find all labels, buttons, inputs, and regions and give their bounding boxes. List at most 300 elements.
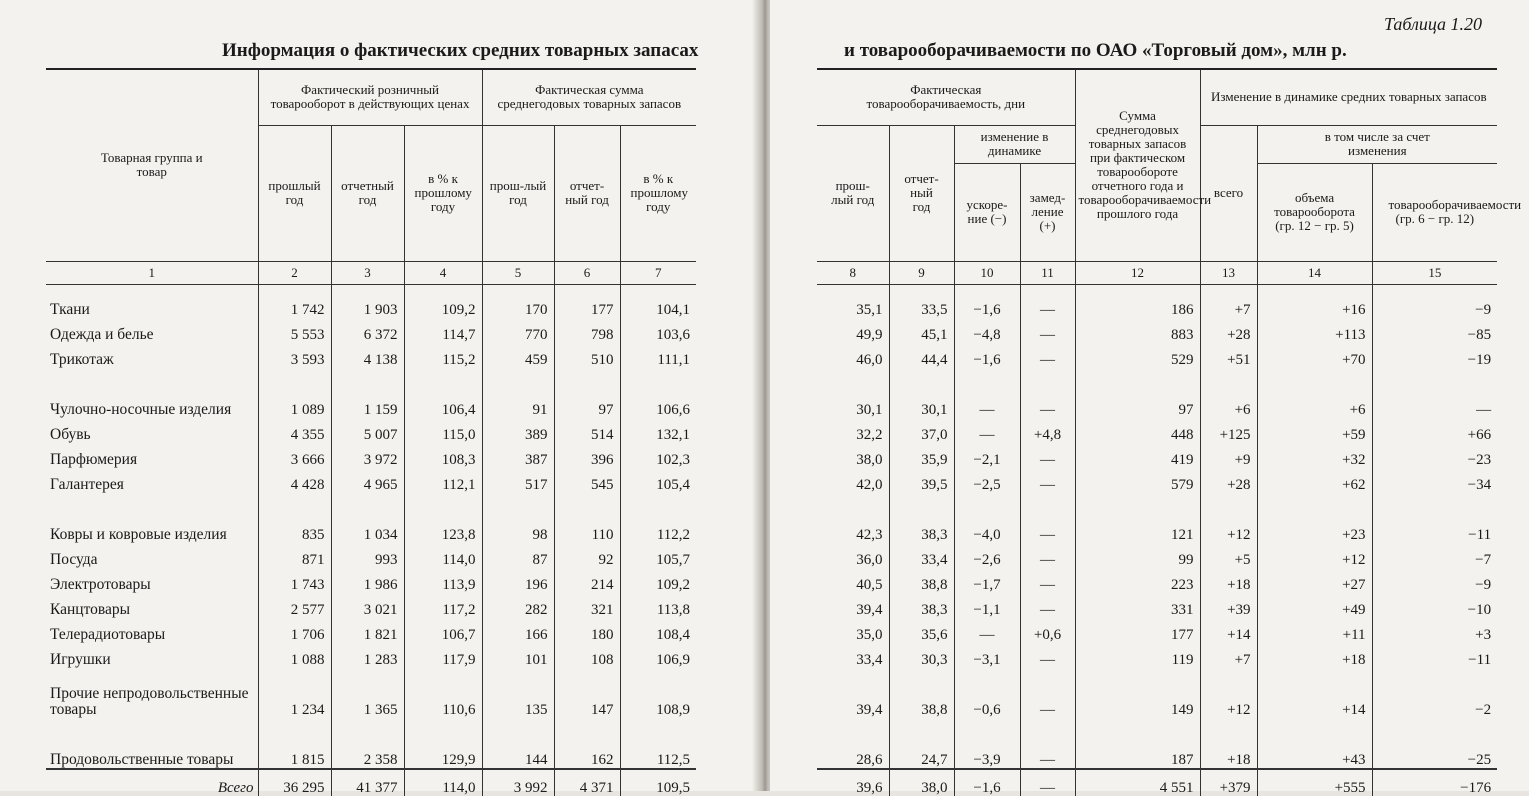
cell-col-6: 92 bbox=[554, 543, 620, 568]
cell-col-4: 110,6 bbox=[404, 668, 482, 718]
table-row bbox=[817, 318, 1497, 343]
cell-col-6: 108 bbox=[554, 643, 620, 668]
cell-col-4: 113,9 bbox=[404, 568, 482, 593]
table-row bbox=[46, 643, 696, 668]
cell-col-11: — bbox=[1020, 718, 1075, 769]
cell-col-10: −2,5 bbox=[954, 468, 1020, 493]
cell-col-4: 106,7 bbox=[404, 618, 482, 643]
right-page bbox=[770, 0, 1529, 796]
cell-col-14: +16 bbox=[1257, 284, 1372, 318]
cell-col-8: 46,0 bbox=[817, 343, 889, 368]
cell-col-13: +28 bbox=[1200, 468, 1257, 493]
cell-col-8: 49,9 bbox=[817, 318, 889, 343]
cell-col-15: −19 bbox=[1372, 343, 1497, 368]
cell-col-15: −11 bbox=[1372, 643, 1497, 668]
cell-col-6: 162 bbox=[554, 718, 620, 769]
cell-col-15: −11 bbox=[1372, 493, 1497, 543]
header-by-volume: объема товарооборота (гр. 12 − гр. 5) bbox=[1257, 163, 1372, 261]
header-stock-sum: Сумма среднегодовых товарных запасов при фактическом товарообороте отчетного года и товарооборачиваемости прошлого года bbox=[1075, 69, 1200, 261]
cell-col-10: — bbox=[954, 618, 1020, 643]
cell-col-8: 32,2 bbox=[817, 418, 889, 443]
cell-col-10: −2,1 bbox=[954, 443, 1020, 468]
cell-col-4: 114,0 bbox=[404, 769, 482, 796]
total-label: Всего bbox=[46, 769, 258, 796]
cell-col-3: 4 138 bbox=[331, 343, 404, 368]
cell-col-6: 510 bbox=[554, 343, 620, 368]
header-change-dynamics: изменение в динамике bbox=[954, 125, 1075, 163]
cell-col-8: 38,0 bbox=[817, 443, 889, 468]
header-prev-year-stocks: прош-лый год bbox=[482, 125, 554, 261]
cell-col-7: 113,8 bbox=[620, 593, 696, 618]
cell-col-10: −1,6 bbox=[954, 769, 1020, 796]
header-prev-year-turnover: прошлый год bbox=[258, 125, 331, 261]
column-number: 3 bbox=[331, 261, 404, 284]
cell-col-10: — bbox=[954, 368, 1020, 418]
cell-col-14: +113 bbox=[1257, 318, 1372, 343]
cell-col-12: 177 bbox=[1075, 618, 1200, 643]
header-pct-turnover: в % к прошлому году bbox=[404, 125, 482, 261]
cell-col-14: +6 bbox=[1257, 368, 1372, 418]
cell-col-15: +66 bbox=[1372, 418, 1497, 443]
cell-col-6: 180 bbox=[554, 618, 620, 643]
cell-col-9: 30,1 bbox=[889, 368, 954, 418]
row-name: Одежда и белье bbox=[46, 318, 258, 343]
cell-col-4: 117,2 bbox=[404, 593, 482, 618]
cell-col-11: — bbox=[1020, 543, 1075, 568]
cell-col-4: 112,1 bbox=[404, 468, 482, 493]
cell-col-5: 98 bbox=[482, 493, 554, 543]
header-prev-year-rate: прош-лый год bbox=[817, 125, 889, 261]
cell-col-13: +39 bbox=[1200, 593, 1257, 618]
cell-col-6: 514 bbox=[554, 418, 620, 443]
cell-col-2: 1 088 bbox=[258, 643, 331, 668]
cell-col-7: 109,2 bbox=[620, 568, 696, 593]
table-row bbox=[46, 568, 696, 593]
table-row bbox=[817, 668, 1497, 718]
cell-col-12: 579 bbox=[1075, 468, 1200, 493]
cell-col-3: 1 283 bbox=[331, 643, 404, 668]
cell-col-9: 38,3 bbox=[889, 593, 954, 618]
cell-col-6: 97 bbox=[554, 368, 620, 418]
row-name: Игрушки bbox=[46, 643, 258, 668]
cell-col-11: — bbox=[1020, 368, 1075, 418]
table-row bbox=[46, 368, 696, 418]
header-group: Товарная группа и товар bbox=[46, 69, 258, 261]
cell-col-4: 114,7 bbox=[404, 318, 482, 343]
cell-col-14: +43 bbox=[1257, 718, 1372, 769]
cell-col-11: — bbox=[1020, 593, 1075, 618]
cell-col-10: −3,1 bbox=[954, 643, 1020, 668]
cell-col-2: 1 742 bbox=[258, 284, 331, 318]
header-including: в том числе за счет изменения bbox=[1257, 125, 1497, 163]
table-row bbox=[46, 443, 696, 468]
table-row bbox=[46, 718, 696, 769]
cell-col-15: −34 bbox=[1372, 468, 1497, 493]
cell-col-15: −25 bbox=[1372, 718, 1497, 769]
header-stocks: Фактическая сумма среднегодовых товарных запасов bbox=[482, 69, 696, 125]
cell-col-15: −9 bbox=[1372, 284, 1497, 318]
table-row bbox=[817, 618, 1497, 643]
cell-col-13: +6 bbox=[1200, 368, 1257, 418]
cell-col-7: 106,6 bbox=[620, 368, 696, 418]
cell-col-2: 871 bbox=[258, 543, 331, 568]
cell-col-3: 3 021 bbox=[331, 593, 404, 618]
header-turnover: Фактический розничный товарооборот в действующих ценах bbox=[258, 69, 482, 125]
column-number: 9 bbox=[889, 261, 954, 284]
cell-col-12: 331 bbox=[1075, 593, 1200, 618]
cell-col-15: −7 bbox=[1372, 543, 1497, 568]
column-number: 11 bbox=[1020, 261, 1075, 284]
cell-col-4: 117,9 bbox=[404, 643, 482, 668]
cell-col-6: 214 bbox=[554, 568, 620, 593]
cell-col-3: 993 bbox=[331, 543, 404, 568]
cell-col-12: 223 bbox=[1075, 568, 1200, 593]
cell-col-14: +49 bbox=[1257, 593, 1372, 618]
cell-col-3: 41 377 bbox=[331, 769, 404, 796]
table-row bbox=[817, 343, 1497, 368]
table-row bbox=[817, 568, 1497, 593]
cell-col-9: 38,0 bbox=[889, 769, 954, 796]
cell-col-3: 2 358 bbox=[331, 718, 404, 769]
cell-col-9: 33,5 bbox=[889, 284, 954, 318]
row-name: Канцтовары bbox=[46, 593, 258, 618]
total-row bbox=[817, 769, 1497, 796]
cell-col-4: 106,4 bbox=[404, 368, 482, 418]
cell-col-2: 1 706 bbox=[258, 618, 331, 643]
cell-col-8: 35,0 bbox=[817, 618, 889, 643]
row-name: Посуда bbox=[46, 543, 258, 568]
cell-col-8: 39,4 bbox=[817, 593, 889, 618]
row-name: Прочие непродовольственные товары bbox=[46, 668, 258, 718]
cell-col-11: — bbox=[1020, 443, 1075, 468]
cell-col-8: 42,3 bbox=[817, 493, 889, 543]
right-title: и товарооборачиваемости по ОАО «Торговый дом», млн р. bbox=[844, 40, 1347, 61]
cell-col-8: 28,6 bbox=[817, 718, 889, 769]
cell-col-12: 883 bbox=[1075, 318, 1200, 343]
cell-col-13: +379 bbox=[1200, 769, 1257, 796]
cell-col-9: 45,1 bbox=[889, 318, 954, 343]
column-number: 8 bbox=[817, 261, 889, 284]
cell-col-11: — bbox=[1020, 568, 1075, 593]
cell-col-12: 419 bbox=[1075, 443, 1200, 468]
cell-col-5: 144 bbox=[482, 718, 554, 769]
cell-col-5: 87 bbox=[482, 543, 554, 568]
table-row bbox=[46, 284, 696, 318]
cell-col-5: 282 bbox=[482, 593, 554, 618]
cell-col-5: 389 bbox=[482, 418, 554, 443]
column-number: 4 bbox=[404, 261, 482, 284]
column-number-row bbox=[46, 261, 696, 284]
cell-col-8: 42,0 bbox=[817, 468, 889, 493]
cell-col-7: 132,1 bbox=[620, 418, 696, 443]
cell-col-6: 321 bbox=[554, 593, 620, 618]
cell-col-12: 186 bbox=[1075, 284, 1200, 318]
cell-col-10: −1,6 bbox=[954, 343, 1020, 368]
cell-col-11: — bbox=[1020, 493, 1075, 543]
cell-col-8: 30,1 bbox=[817, 368, 889, 418]
cell-col-15: −9 bbox=[1372, 568, 1497, 593]
cell-col-6: 396 bbox=[554, 443, 620, 468]
cell-col-2: 36 295 bbox=[258, 769, 331, 796]
table-row bbox=[817, 284, 1497, 318]
cell-col-14: +23 bbox=[1257, 493, 1372, 543]
table-row bbox=[817, 718, 1497, 769]
cell-col-10: −2,6 bbox=[954, 543, 1020, 568]
table-row bbox=[817, 418, 1497, 443]
column-number: 15 bbox=[1372, 261, 1497, 284]
cell-col-13: +12 bbox=[1200, 493, 1257, 543]
cell-col-7: 108,4 bbox=[620, 618, 696, 643]
cell-col-8: 36,0 bbox=[817, 543, 889, 568]
table-row bbox=[46, 618, 696, 643]
cell-col-10: −1,7 bbox=[954, 568, 1020, 593]
cell-col-13: +7 bbox=[1200, 284, 1257, 318]
cell-col-3: 1 159 bbox=[331, 368, 404, 418]
row-name: Парфюмерия bbox=[46, 443, 258, 468]
cell-col-9: 30,3 bbox=[889, 643, 954, 668]
left-table bbox=[46, 68, 696, 796]
column-number-row bbox=[817, 261, 1497, 284]
table-row bbox=[817, 468, 1497, 493]
column-number: 7 bbox=[620, 261, 696, 284]
cell-col-13: +14 bbox=[1200, 618, 1257, 643]
cell-col-9: 38,8 bbox=[889, 668, 954, 718]
column-number: 14 bbox=[1257, 261, 1372, 284]
cell-col-2: 835 bbox=[258, 493, 331, 543]
cell-col-11: — bbox=[1020, 343, 1075, 368]
cell-col-4: 115,2 bbox=[404, 343, 482, 368]
table-row bbox=[46, 493, 696, 543]
header-accel: ускоре-ние (−) bbox=[954, 163, 1020, 261]
cell-col-15: −23 bbox=[1372, 443, 1497, 468]
cell-col-7: 112,5 bbox=[620, 718, 696, 769]
cell-col-7: 112,2 bbox=[620, 493, 696, 543]
cell-col-4: 108,3 bbox=[404, 443, 482, 468]
cell-col-11: — bbox=[1020, 769, 1075, 796]
cell-col-3: 4 965 bbox=[331, 468, 404, 493]
cell-col-9: 37,0 bbox=[889, 418, 954, 443]
cell-col-14: +18 bbox=[1257, 643, 1372, 668]
cell-col-4: 109,2 bbox=[404, 284, 482, 318]
cell-col-2: 1 815 bbox=[258, 718, 331, 769]
header-stock-change: Изменение в динамике средних товарных запасов bbox=[1200, 69, 1497, 125]
cell-col-14: +27 bbox=[1257, 568, 1372, 593]
cell-col-12: 448 bbox=[1075, 418, 1200, 443]
header-decel: замед-ление (+) bbox=[1020, 163, 1075, 261]
cell-col-5: 135 bbox=[482, 668, 554, 718]
cell-col-9: 38,3 bbox=[889, 493, 954, 543]
row-name: Электротовары bbox=[46, 568, 258, 593]
cell-col-3: 3 972 bbox=[331, 443, 404, 468]
cell-col-2: 3 666 bbox=[258, 443, 331, 468]
cell-col-2: 2 577 bbox=[258, 593, 331, 618]
cell-col-8: 39,4 bbox=[817, 668, 889, 718]
cell-col-7: 105,7 bbox=[620, 543, 696, 568]
cell-col-13: +51 bbox=[1200, 343, 1257, 368]
cell-col-14: +11 bbox=[1257, 618, 1372, 643]
cell-col-3: 1 034 bbox=[331, 493, 404, 543]
cell-col-12: 99 bbox=[1075, 543, 1200, 568]
cell-col-6: 110 bbox=[554, 493, 620, 543]
cell-col-12: 4 551 bbox=[1075, 769, 1200, 796]
cell-col-8: 39,6 bbox=[817, 769, 889, 796]
cell-col-3: 1 365 bbox=[331, 668, 404, 718]
cell-col-4: 115,0 bbox=[404, 418, 482, 443]
cell-col-14: +14 bbox=[1257, 668, 1372, 718]
cell-col-7: 108,9 bbox=[620, 668, 696, 718]
cell-col-2: 1 234 bbox=[258, 668, 331, 718]
cell-col-9: 35,6 bbox=[889, 618, 954, 643]
cell-col-12: 121 bbox=[1075, 493, 1200, 543]
cell-col-2: 3 593 bbox=[258, 343, 331, 368]
cell-col-7: 109,5 bbox=[620, 769, 696, 796]
cell-col-6: 147 bbox=[554, 668, 620, 718]
column-number: 5 bbox=[482, 261, 554, 284]
cell-col-13: +9 bbox=[1200, 443, 1257, 468]
cell-col-7: 102,3 bbox=[620, 443, 696, 468]
cell-col-15: — bbox=[1372, 368, 1497, 418]
row-name: Галантерея bbox=[46, 468, 258, 493]
table-row bbox=[46, 343, 696, 368]
cell-col-7: 103,6 bbox=[620, 318, 696, 343]
cell-col-5: 459 bbox=[482, 343, 554, 368]
cell-col-11: +4,8 bbox=[1020, 418, 1075, 443]
cell-col-10: −0,6 bbox=[954, 668, 1020, 718]
cell-col-3: 5 007 bbox=[331, 418, 404, 443]
cell-col-11: — bbox=[1020, 318, 1075, 343]
cell-col-5: 517 bbox=[482, 468, 554, 493]
cell-col-5: 170 bbox=[482, 284, 554, 318]
cell-col-14: +555 bbox=[1257, 769, 1372, 796]
cell-col-11: — bbox=[1020, 668, 1075, 718]
column-number: 1 bbox=[46, 261, 258, 284]
cell-col-10: −4,8 bbox=[954, 318, 1020, 343]
row-name: Ткани bbox=[46, 284, 258, 318]
column-number: 6 bbox=[554, 261, 620, 284]
cell-col-7: 104,1 bbox=[620, 284, 696, 318]
cell-col-11: — bbox=[1020, 468, 1075, 493]
cell-col-13: +18 bbox=[1200, 568, 1257, 593]
table-row bbox=[46, 543, 696, 568]
column-number: 12 bbox=[1075, 261, 1200, 284]
cell-col-2: 5 553 bbox=[258, 318, 331, 343]
cell-col-9: 38,8 bbox=[889, 568, 954, 593]
total-row bbox=[46, 769, 696, 796]
cell-col-13: +5 bbox=[1200, 543, 1257, 568]
cell-col-15: −2 bbox=[1372, 668, 1497, 718]
cell-col-9: 24,7 bbox=[889, 718, 954, 769]
cell-col-10: −4,0 bbox=[954, 493, 1020, 543]
column-number: 13 bbox=[1200, 261, 1257, 284]
cell-col-11: — bbox=[1020, 643, 1075, 668]
cell-col-8: 35,1 bbox=[817, 284, 889, 318]
header-by-rate: товарооборачиваемости (гр. 6 − гр. 12) bbox=[1372, 163, 1497, 261]
cell-col-5: 770 bbox=[482, 318, 554, 343]
row-name: Ковры и ковровые изделия bbox=[46, 493, 258, 543]
cell-col-9: 35,9 bbox=[889, 443, 954, 468]
left-title: Информация о фактических средних товарных запасах bbox=[222, 40, 699, 61]
cell-col-6: 177 bbox=[554, 284, 620, 318]
cell-col-15: −85 bbox=[1372, 318, 1497, 343]
cell-col-15: −176 bbox=[1372, 769, 1497, 796]
header-rep-year-turnover: отчетный год bbox=[331, 125, 404, 261]
cell-col-6: 798 bbox=[554, 318, 620, 343]
cell-col-5: 91 bbox=[482, 368, 554, 418]
table-row bbox=[46, 668, 696, 718]
cell-col-14: +32 bbox=[1257, 443, 1372, 468]
cell-col-13: +18 bbox=[1200, 718, 1257, 769]
cell-col-9: 44,4 bbox=[889, 343, 954, 368]
header-total-change: всего bbox=[1200, 125, 1257, 261]
cell-col-10: −1,1 bbox=[954, 593, 1020, 618]
cell-col-6: 545 bbox=[554, 468, 620, 493]
row-name: Трикотаж bbox=[46, 343, 258, 368]
left-page bbox=[0, 0, 760, 796]
cell-col-14: +62 bbox=[1257, 468, 1372, 493]
column-number: 2 bbox=[258, 261, 331, 284]
table-caption: Таблица 1.20 bbox=[1384, 14, 1483, 34]
cell-col-4: 114,0 bbox=[404, 543, 482, 568]
cell-col-15: +3 bbox=[1372, 618, 1497, 643]
table-row bbox=[817, 593, 1497, 618]
header-turnover-rate: Фактическая товарооборачиваемость, дни bbox=[817, 69, 1075, 125]
cell-col-10: −1,6 bbox=[954, 284, 1020, 318]
cell-col-7: 106,9 bbox=[620, 643, 696, 668]
table-row bbox=[46, 468, 696, 493]
table-row bbox=[817, 443, 1497, 468]
cell-col-6: 4 371 bbox=[554, 769, 620, 796]
table-row bbox=[817, 643, 1497, 668]
row-name: Обувь bbox=[46, 418, 258, 443]
cell-col-3: 1 986 bbox=[331, 568, 404, 593]
row-name: Чулочно-носочные изделия bbox=[46, 368, 258, 418]
cell-col-12: 187 bbox=[1075, 718, 1200, 769]
cell-col-12: 529 bbox=[1075, 343, 1200, 368]
cell-col-8: 40,5 bbox=[817, 568, 889, 593]
table-row bbox=[817, 543, 1497, 568]
cell-col-11: — bbox=[1020, 284, 1075, 318]
table-row bbox=[46, 418, 696, 443]
cell-col-13: +28 bbox=[1200, 318, 1257, 343]
cell-col-12: 119 bbox=[1075, 643, 1200, 668]
cell-col-13: +12 bbox=[1200, 668, 1257, 718]
cell-col-14: +12 bbox=[1257, 543, 1372, 568]
cell-col-14: +59 bbox=[1257, 418, 1372, 443]
cell-col-12: 149 bbox=[1075, 668, 1200, 718]
cell-col-11: +0,6 bbox=[1020, 618, 1075, 643]
cell-col-10: — bbox=[954, 418, 1020, 443]
right-table bbox=[817, 68, 1522, 796]
cell-col-2: 1 089 bbox=[258, 368, 331, 418]
cell-col-14: +70 bbox=[1257, 343, 1372, 368]
cell-col-2: 4 355 bbox=[258, 418, 331, 443]
cell-col-3: 6 372 bbox=[331, 318, 404, 343]
table-row bbox=[46, 593, 696, 618]
cell-col-7: 111,1 bbox=[620, 343, 696, 368]
cell-col-3: 1 903 bbox=[331, 284, 404, 318]
header-rep-year-stocks: отчет-ный год bbox=[554, 125, 620, 261]
cell-col-5: 3 992 bbox=[482, 769, 554, 796]
table-row bbox=[817, 493, 1497, 543]
cell-col-13: +7 bbox=[1200, 643, 1257, 668]
cell-col-15: −10 bbox=[1372, 593, 1497, 618]
cell-col-4: 123,8 bbox=[404, 493, 482, 543]
cell-col-5: 196 bbox=[482, 568, 554, 593]
cell-col-12: 97 bbox=[1075, 368, 1200, 418]
cell-col-8: 33,4 bbox=[817, 643, 889, 668]
cell-col-5: 387 bbox=[482, 443, 554, 468]
table-row bbox=[46, 318, 696, 343]
